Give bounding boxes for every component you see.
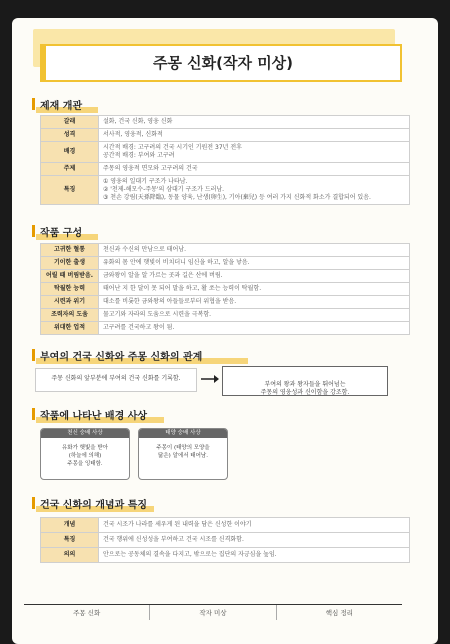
row-value: 물고기와 자라의 도움으로 시련을 극복함. <box>99 309 410 322</box>
structure-table <box>40 243 410 335</box>
card-title: 태양 숭배 사상 <box>139 429 227 438</box>
row-key: 갈래 <box>41 116 99 129</box>
row-value: ① 영웅의 일대기 구조가 나타남. ② '천제-해모수-주몽'의 삼대기 구조가 드러남. ③ 천손 강림(天孫降臨), 동물 양육, 난생(卵生), 기아(棄兒) 등 여러 가지 신화적 화소가 결합되어 있음. <box>99 176 410 205</box>
table-row <box>41 270 410 283</box>
relation-right-box <box>222 366 388 396</box>
row-value: 서사적, 영웅적, 신화적 <box>99 129 410 142</box>
card-body: 주몽이 (태양의 모양을 닮은) 알에서 태어남. <box>156 445 210 459</box>
relation-left-text: 주몽 신화의 앞부분에 부여의 건국 신화를 기록함. <box>51 375 181 382</box>
background-card-sky <box>40 428 130 480</box>
background-card-sun <box>138 428 228 480</box>
section-title: 작품 구성 <box>40 228 83 239</box>
section-title: 건국 신화의 개념과 특징 <box>40 500 148 511</box>
row-value: 안으로는 공동체의 결속을 다지고, 밖으로는 집단의 자긍심을 높임. <box>99 548 410 563</box>
table-row <box>41 533 410 548</box>
section-title: 작품에 나타난 배경 사상 <box>40 411 148 422</box>
footer <box>24 604 402 620</box>
heading-bar <box>32 349 35 361</box>
page-title-box <box>40 44 402 82</box>
table-row <box>41 116 410 129</box>
table-row <box>41 163 410 176</box>
footer-item: 핵심 정리 <box>325 609 353 617</box>
table-row <box>41 322 410 335</box>
section-heading-background <box>40 407 147 422</box>
section-title: 부여의 건국 신화와 주몽 신화의 관계 <box>40 352 203 363</box>
arrow-right-icon <box>200 374 220 384</box>
row-value: 건국 시조가 나라를 세우게 된 내력을 담은 신성한 이야기 <box>99 518 410 533</box>
heading-bar <box>32 497 35 509</box>
table-row <box>41 142 410 163</box>
row-value: 시간적 배경: 고구려의 건국 시기인 기원전 37년 전후 공간적 배경: 부여와 고구려 <box>99 142 410 163</box>
heading-bar <box>32 408 35 420</box>
table-row <box>41 257 410 270</box>
card-body: 유화가 햇빛을 받아 (하늘에 의해) 주몽을 잉태함. <box>61 445 108 467</box>
page-title: 주몽 신화(작자 미상) <box>152 54 294 72</box>
concept-table <box>40 517 410 563</box>
section-heading-concept <box>40 496 147 511</box>
heading-bar <box>32 225 35 237</box>
row-value: 설화, 건국 신화, 영웅 신화 <box>99 116 410 129</box>
relation-left-box <box>36 369 196 391</box>
footer-item: 주몽 신화 <box>24 605 150 620</box>
card-title: 천신 숭배 사상 <box>41 429 129 438</box>
row-key: 성격 <box>41 129 99 142</box>
row-key: 특징 <box>41 533 99 548</box>
section-heading-relation <box>40 348 202 363</box>
table-row <box>41 129 410 142</box>
footer-item: 작자 미상 <box>150 605 276 620</box>
section-title: 제재 개관 <box>40 101 83 112</box>
row-key: 탁월한 능력 <box>41 283 99 296</box>
row-value: 대소를 비롯한 금와왕의 아들들로부터 위협을 받음. <box>99 296 410 309</box>
row-key: 기이한 출생 <box>41 257 99 270</box>
row-key: 배경 <box>41 142 99 163</box>
row-key: 어릴 때 버림받음. <box>41 270 99 283</box>
section-heading-structure <box>40 224 82 239</box>
table-row <box>41 309 410 322</box>
row-key: 개념 <box>41 518 99 533</box>
row-key: 조력자의 도움 <box>41 309 99 322</box>
row-key: 시련과 위기 <box>41 296 99 309</box>
row-value: 주몽의 영웅적 면모와 고구려의 건국 <box>99 163 410 176</box>
table-row <box>41 283 410 296</box>
relation-right-text: 부여의 왕과 왕자들을 뛰어넘는 주몽의 영웅성과 신이함을 강조함. <box>260 381 350 396</box>
heading-bar <box>32 98 35 110</box>
row-value: 천신과 수신의 만남으로 태어남. <box>99 244 410 257</box>
table-row <box>41 548 410 563</box>
table-row <box>41 176 410 205</box>
table-row <box>41 518 410 533</box>
row-key: 고귀한 혈통 <box>41 244 99 257</box>
row-value: 금와왕이 알을 알 가르는 곳과 길은 산에 버림. <box>99 270 410 283</box>
row-key: 의의 <box>41 548 99 563</box>
row-value: 건국 행위에 신성성을 부여하고 건국 시조를 신격화함. <box>99 533 410 548</box>
row-key: 특징 <box>41 176 99 205</box>
table-row <box>41 296 410 309</box>
table-row <box>41 244 410 257</box>
row-value: 태어난 지 한 달이 못 되어 말을 하고, 활 쏘는 능력이 탁월함. <box>99 283 410 296</box>
section-heading-overview <box>40 97 82 112</box>
overview-table <box>40 115 410 205</box>
row-value: 유화의 몸 안에 햇빛이 비치더니 임신을 하고, 알을 낳음. <box>99 257 410 270</box>
row-key: 위대한 업적 <box>41 322 99 335</box>
row-value: 고구려를 건국하고 왕이 됨. <box>99 322 410 335</box>
row-key: 주제 <box>41 163 99 176</box>
